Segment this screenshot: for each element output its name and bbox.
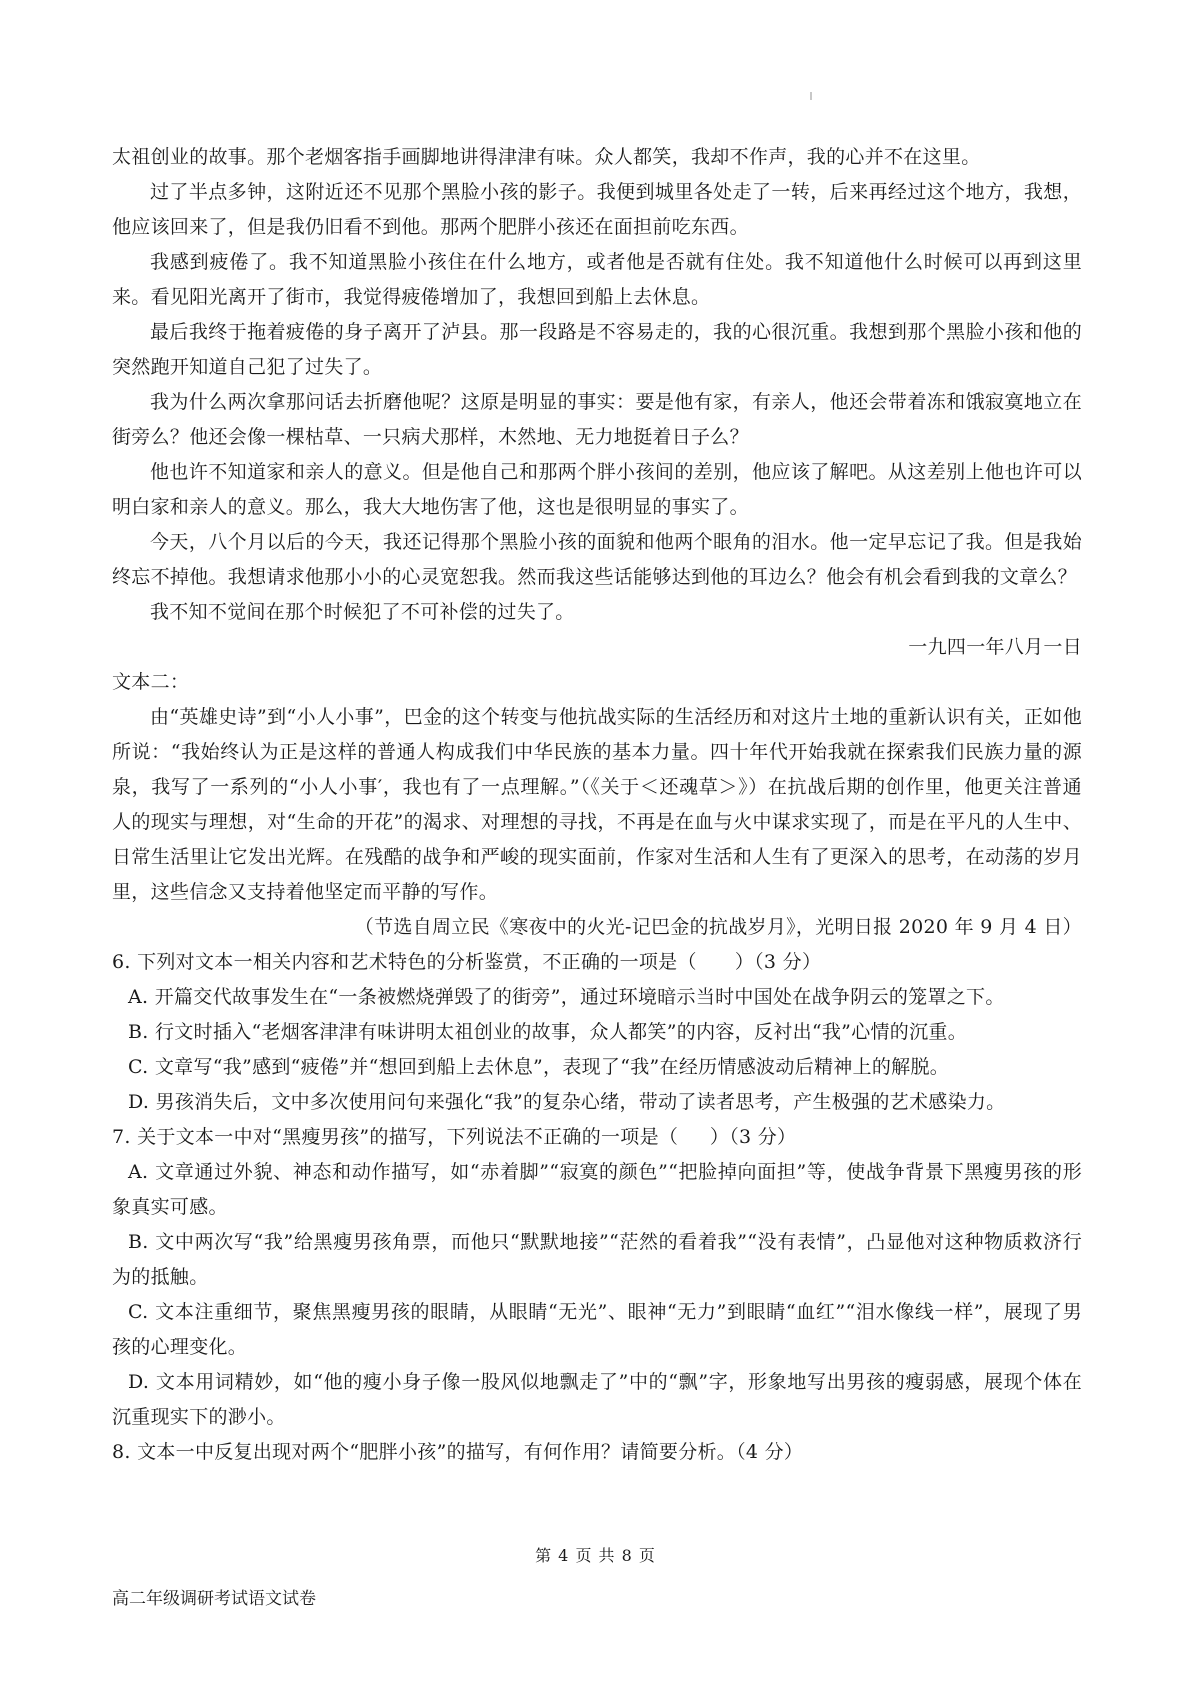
option-d: D. 文本用词精妙，如“他的瘦小身子像一股风似地飘走了”中的“飘”字，形象地写出男孩的瘦弱感，展现个体在沉重现实下的渺小。 xyxy=(112,1371,1082,1428)
question-score: ）（3 分） xyxy=(709,1126,797,1148)
option-c: C. 文本注重细节，聚焦黑瘦男孩的眼睛，从眼睛“无光”、眼神“无力”到眼睛“血红”“泪水像线一样”，展现了男孩的心理变化。 xyxy=(112,1301,1082,1358)
text-one-paragraph-8: 我不知不觉间在那个时候犯了不可补偿的过失了。 xyxy=(150,601,575,623)
question-stem xyxy=(112,1120,1082,1155)
text-one-paragraph-1: 太祖创业的故事。那个老烟客指手画脚地讲得津津有味。众人都笑，我却不作声，我的心并不在这里。 xyxy=(112,146,981,168)
option-c: C. 文章写“我”感到“疲倦”并“想回到船上去休息”，表现了“我”在经历情感波动后精神上的解脱。 xyxy=(128,1056,950,1078)
option-b: B. 文中两次写“我”给黑瘦男孩角票，而他只“默默地接”“茫然的看着我”“没有表情”，凸显他对这种物质救济行为的抵触。 xyxy=(112,1231,1082,1288)
page-number: 第 4 页 共 8 页 xyxy=(535,1546,656,1565)
exam-page xyxy=(112,140,1082,1470)
text-one-paragraph-3: 我感到疲倦了。我不知道黑脸小孩住在什么地方，或者他是否就有住处。我不知道他什么时候可以再到这里来。看见阳光离开了街市，我觉得疲倦增加了，我想回到船上去休息。 xyxy=(112,251,1082,308)
text-two-body: 由“英雄史诗”到“小人小事”，巴金的这个转变与他抗战实际的生活经历和对这片土地的重新认识有关，正如他所说：“我始终认为正是这样的普通人构成我们中华民族的基本力量。四十年代开始我就在探索我们民族力量的源泉，我写了一系列的“小人小事′，我也有了一点理解。”（《关于＜还魂草＞》）在抗战后期的创作里，他更关注普通人的现实与理想，对“生命的开花”的渴求、对理想的寻找，不再是在血与火中谋求实现了，而是在平凡的人生中、日常生活里让它发出光辉。在残酷的战争和严峻的现实面前，作家对生活和人生有了更深入的思考，在动荡的岁月里，这些信念又支持着他坚定而平静的写作。 xyxy=(112,706,1082,903)
text-two-source: （节选自周立民《寒夜中的火光-记巴金的抗战岁月》，光明日报 2020 年 9 月 4 日） xyxy=(354,916,1082,938)
option-d: D. 男孩消失后，文中多次使用问句来强化“我”的复杂心绪，带动了读者思考，产生极强的艺术感染力。 xyxy=(128,1091,1006,1113)
text-two xyxy=(112,665,1082,945)
question-7 xyxy=(112,1120,1082,1435)
option-a: A. 文章通过外貌、神态和动作描写，如“赤着脚”“寂寞的颜色”“把脸掉向面担”等，使战争背景下黑瘦男孩的形象真实可感。 xyxy=(112,1161,1082,1218)
option-b: B. 行文时插入“老烟客津津有味讲明太祖创业的故事，众人都笑”的内容，反衬出“我”心情的沉重。 xyxy=(128,1021,967,1043)
text-two-label: 文本二： xyxy=(112,671,190,693)
text-one-paragraph-6: 他也许不知道家和亲人的意义。但是他自己和那两个胖小孩间的差别，他应该了解吧。从这差别上他也许可以明白家和亲人的意义。那么，我大大地伤害了他，这也是很明显的事实了。 xyxy=(112,461,1082,518)
question-stem-text: 7. 关于文本一中对“黑瘦男孩”的描写，下列说法不正确的一项是（ xyxy=(112,1126,679,1148)
question-stem-text: 6. 下列对文本一相关内容和艺术特色的分析鉴赏，不正确的一项是（ xyxy=(112,951,697,973)
answer-blank xyxy=(678,1126,710,1148)
text-one-paragraph-5: 我为什么两次拿那问话去折磨他呢？这原是明显的事实：要是他有家，有亲人，他还会带着冻和饿寂寞地立在街旁么？他还会像一棵枯草、一只病犬那样，木然地、无力地挺着日子么？ xyxy=(112,391,1082,448)
text-one xyxy=(112,140,1082,665)
answer-blank xyxy=(697,951,735,973)
text-one-date: 一九四一年八月一日 xyxy=(908,636,1082,658)
scan-mark xyxy=(810,92,812,100)
question-score: ）（3 分） xyxy=(734,951,822,973)
text-one-paragraph-7: 今天，八个月以后的今天，我还记得那个黑脸小孩的面貌和他两个眼角的泪水。他一定早忘记了我。但是我始终忘不掉他。我想请求他那小小的心灵宽恕我。然而我这些话能够达到他的耳边么？他会有机会看到我的文章么？ xyxy=(112,531,1082,588)
text-one-paragraph-4: 最后我终于拖着疲倦的身子离开了泸县。那一段路是不容易走的，我的心很沉重。我想到那个黑脸小孩和他的突然跑开知道自己犯了过失了。 xyxy=(112,321,1082,378)
question-6 xyxy=(112,945,1082,1120)
text-one-paragraph-2: 过了半点多钟，这附近还不见那个黑脸小孩的影子。我便到城里各处走了一转，后来再经过这个地方，我想，他应该回来了，但是我仍旧看不到他。那两个肥胖小孩还在面担前吃东西。 xyxy=(112,181,1082,238)
option-a: A. 开篇交代故事发生在“一条被燃烧弹毁了的街旁”，通过环境暗示当时中国处在战争阴云的笼罩之下。 xyxy=(128,986,1005,1008)
question-stem: 8. 文本一中反复出现对两个“肥胖小孩”的描写，有何作用？请简要分析。（4 分） xyxy=(112,1441,804,1463)
question-8 xyxy=(112,1435,1082,1470)
exam-title: 高二年级调研考试语文试卷 xyxy=(112,1589,316,1609)
question-stem xyxy=(112,945,1082,980)
